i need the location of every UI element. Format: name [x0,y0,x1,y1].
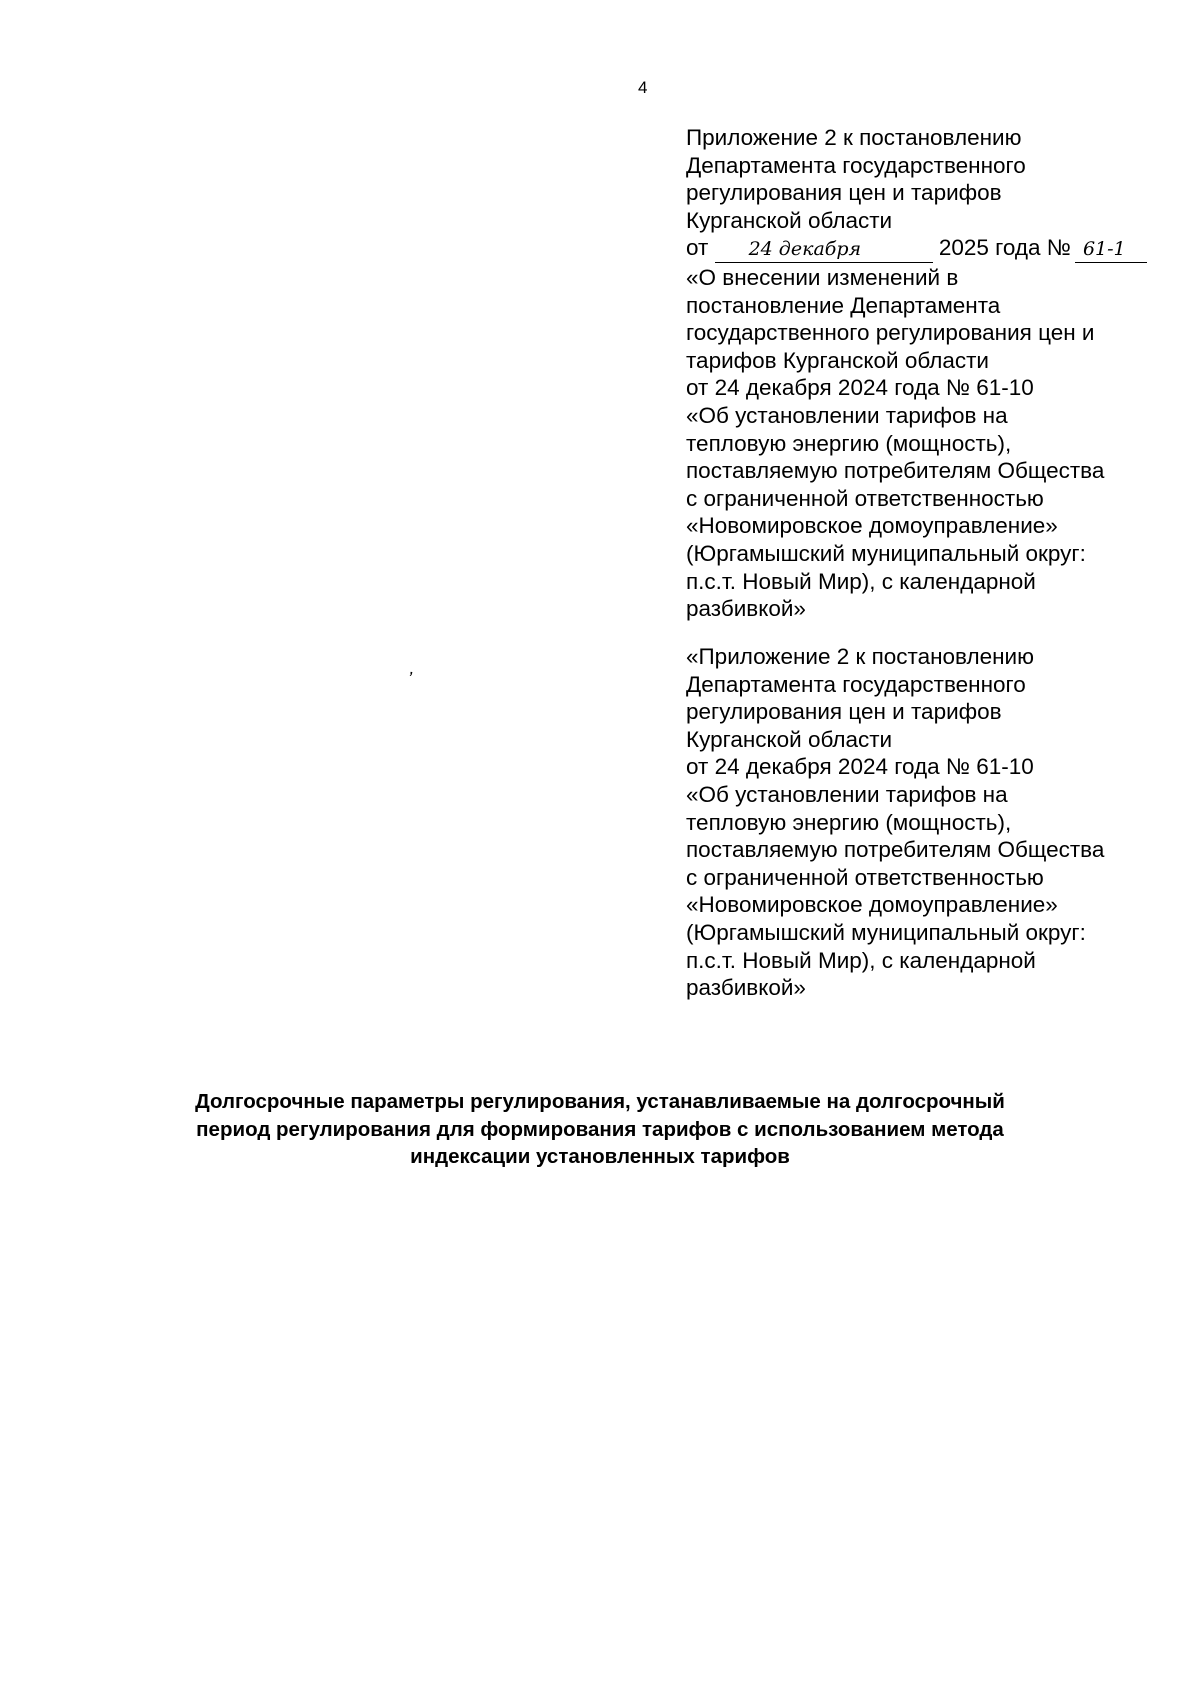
appendix-old-line: от 24 декабря 2024 года № 61-10 [686,754,1034,780]
number-field [1075,234,1147,264]
appendix-new-line: Приложение 2 к постановлению [686,125,1022,150]
appendix-old-line: Курганской области [686,726,893,752]
appendix-new-line: «Об установлении тарифов на [686,402,1008,428]
appendix-old-line: «Об установлении тарифов на [686,781,1008,807]
appendix-old-line: с ограниченной ответственностью [686,864,1044,890]
title-line: индексации установленных тарифов [410,1145,790,1168]
appendix-new-line: п.с.т. Новый Мир), с календарной [686,568,1036,594]
appendix-new-line: разбивкой» [686,596,806,622]
appendix-old-line: Департамента государственного [686,671,1026,697]
appendix-old-line: п.с.т. Новый Мир), с календарной [686,947,1036,973]
appendix-new-line: Курганской области [686,207,893,233]
appendix-old-line: поставляемую потребителям Общества [686,837,1105,863]
stray-mark: , [407,657,418,679]
handwritten-number: 61-1 [1082,238,1126,261]
date-field [715,234,933,264]
appendix-new-line: тарифов Курганской области [686,347,989,373]
appendix-new-line: тепловую энергию (мощность), [686,430,1012,456]
appendix-new-line: постановление Департамента [686,292,1001,318]
appendix-old-line: тепловую энергию (мощность), [686,809,1012,835]
handwritten-date: 24 декабря [748,238,862,261]
page-number: 4 [638,78,648,97]
title-line: Долгосрочные параметры регулирования, устанавливаемые на долгосрочный [195,1090,1005,1113]
appendix-new-line: поставляемую потребителям Общества [686,458,1105,484]
appendix-new-line: государственного регулирования цен и [686,320,1095,346]
date-number-line [686,234,1166,264]
appendix-old-line: «Новомировское домоуправление» [686,892,1058,918]
appendix-old-line: (Юргамышский муниципальный округ: [686,919,1086,945]
appendix-new-line: от 24 декабря 2024 года № 61-10 [686,375,1034,401]
appendix-old-line: «Приложение 2 к постановлению [686,644,1034,669]
date-prefix: от [686,235,709,261]
appendix-new-line: регулирования цен и тарифов [686,180,1002,206]
year-text: 2025 года № [938,235,1071,261]
appendix-new-line: «Новомировское домоуправление» [686,513,1058,539]
appendix-new-line: с ограниченной ответственностью [686,485,1044,511]
appendix-new-line: (Юргамышский муниципальный округ: [686,540,1086,566]
appendix-new-line: «О внесении изменений в [686,264,959,290]
title-line: период регулирования для формирования тарифов с использованием метода [196,1117,1004,1141]
appendix-new-line: Департамента государственного [686,152,1026,178]
document-title [150,1088,1050,1171]
appendix-header-quoted [686,643,1166,1002]
appendix-old-line: разбивкой» [686,975,806,1001]
appendix-old-line: регулирования цен и тарифов [686,699,1002,725]
appendix-header-new [686,124,1166,623]
